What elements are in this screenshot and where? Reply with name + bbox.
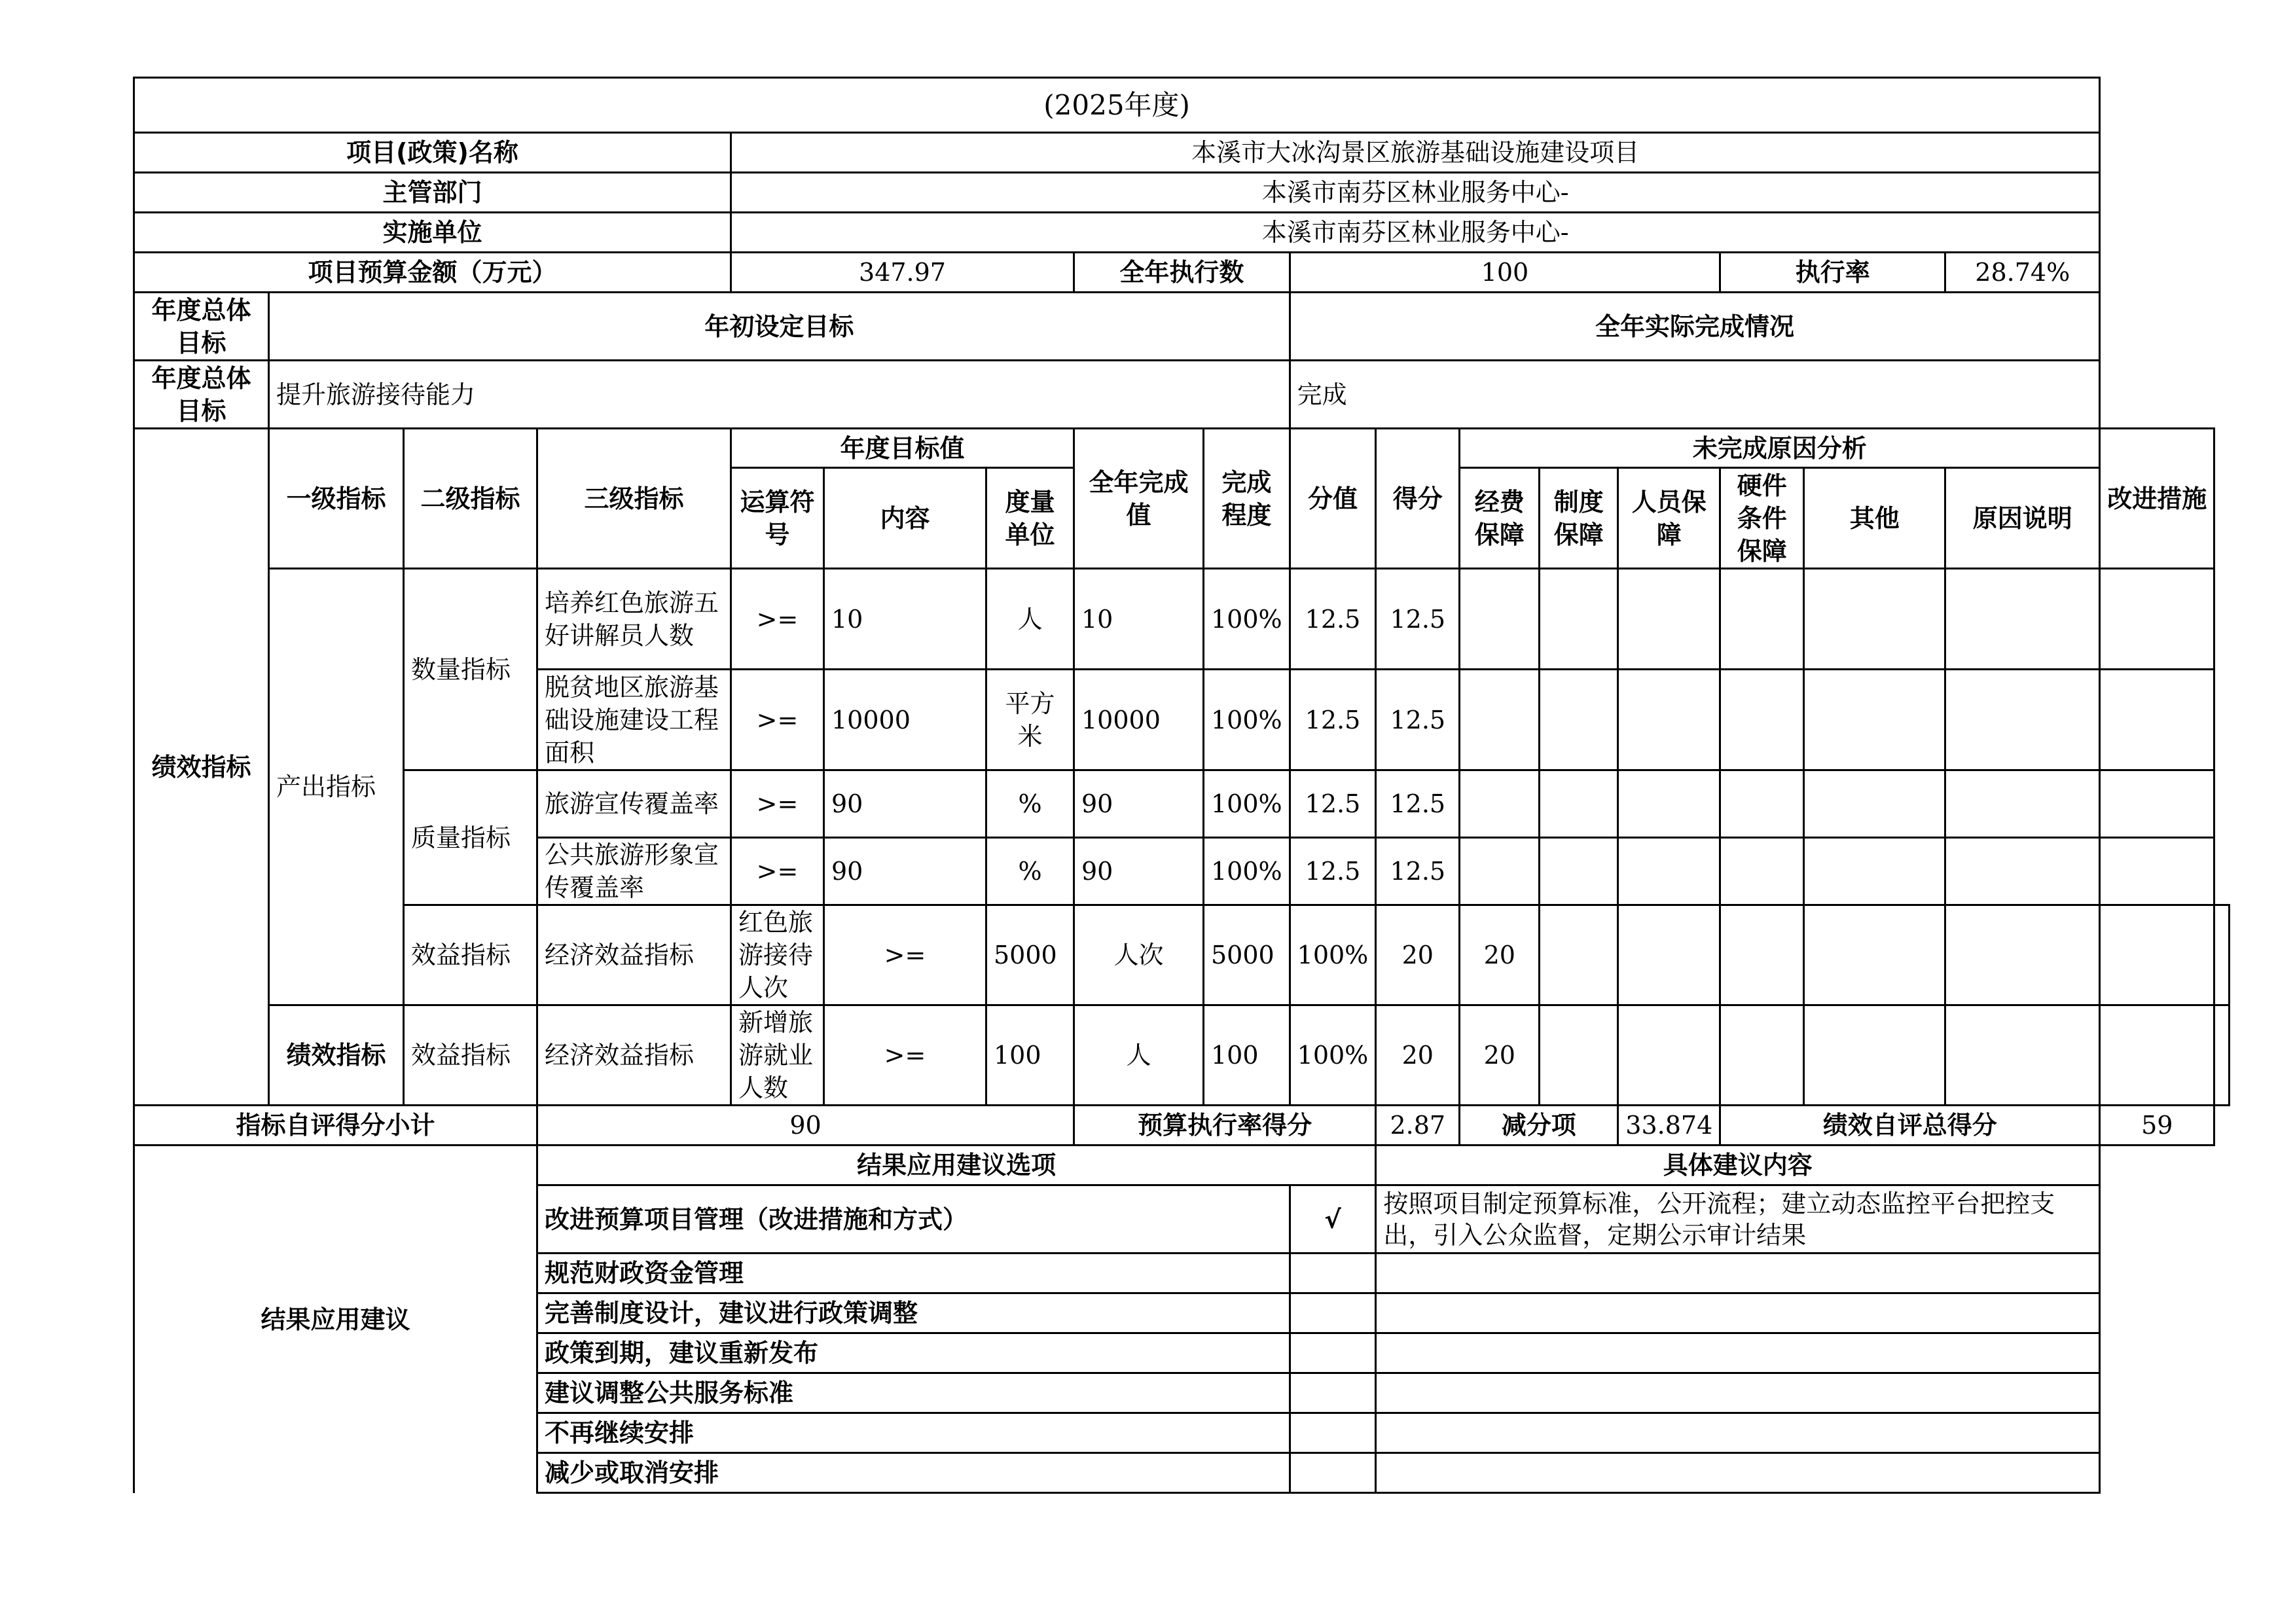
score-value-cell: 12.5 bbox=[1290, 670, 1376, 770]
completion-cell: 100% bbox=[1290, 1005, 1376, 1106]
header-level1: 一级指标 bbox=[269, 429, 404, 569]
table-row bbox=[134, 905, 2230, 1005]
level1-output: 产出指标 bbox=[269, 569, 404, 1005]
level3-cell: 公共旅游形象宣传覆盖率 bbox=[537, 838, 731, 905]
options-header: 结果应用建议选项 bbox=[537, 1146, 1376, 1185]
option-detail bbox=[1376, 1333, 2100, 1373]
content-cell: 5000 bbox=[986, 905, 1074, 1005]
actual-goal-value: 完成 bbox=[1290, 361, 2100, 429]
content-cell: 100 bbox=[986, 1005, 1074, 1106]
option-label: 减少或取消安排 bbox=[537, 1453, 1290, 1493]
operator-cell: >= bbox=[731, 838, 824, 905]
total-label: 绩效自评总得分 bbox=[1720, 1106, 2100, 1146]
level2-quality: 质量指标 bbox=[404, 770, 537, 905]
header-level2: 二级指标 bbox=[404, 429, 537, 569]
score-value-cell: 12.5 bbox=[1290, 569, 1376, 670]
completion-cell: 100% bbox=[1204, 569, 1290, 670]
option-label: 不再继续安排 bbox=[537, 1413, 1290, 1453]
option-label: 改进预算项目管理（改进措施和方式） bbox=[537, 1185, 1290, 1254]
option-check bbox=[1290, 1293, 1376, 1333]
unit-cell: % bbox=[986, 838, 1074, 905]
completion-cell: 100% bbox=[1204, 770, 1290, 838]
operator-cell: >= bbox=[824, 905, 986, 1005]
option-detail bbox=[1376, 1293, 2100, 1333]
level3-cell: 脱贫地区旅游基础设施建设工程面积 bbox=[537, 670, 731, 770]
header-hardware: 硬件条件保障 bbox=[1720, 468, 1804, 569]
evaluation-sheet bbox=[133, 77, 2230, 1494]
table-row bbox=[134, 569, 2230, 670]
content-cell: 10 bbox=[824, 569, 986, 670]
content-cell: 90 bbox=[824, 770, 986, 838]
option-detail bbox=[1376, 1254, 2100, 1293]
actual-cell: 10000 bbox=[1074, 670, 1204, 770]
unit-cell: 人 bbox=[1074, 1005, 1204, 1106]
score-cell: 20 bbox=[1460, 1005, 1540, 1106]
level2-quantity: 数量指标 bbox=[404, 569, 537, 770]
option-detail bbox=[1376, 1413, 2100, 1453]
unit-cell: 平方米 bbox=[986, 670, 1074, 770]
option-label: 规范财政资金管理 bbox=[537, 1254, 1290, 1293]
header-unit: 度量单位 bbox=[986, 468, 1074, 569]
rate-value: 28.74% bbox=[1945, 253, 2100, 293]
header-level3: 三级指标 bbox=[537, 429, 731, 569]
total-value: 59 bbox=[2100, 1106, 2214, 1146]
option-detail bbox=[1376, 1373, 2100, 1413]
score-value-cell: 12.5 bbox=[1290, 838, 1376, 905]
completion-cell: 100% bbox=[1204, 670, 1290, 770]
budget-score-label: 预算执行率得分 bbox=[1074, 1106, 1376, 1146]
header-reason: 原因说明 bbox=[1945, 468, 2100, 569]
initial-goal-header: 年初设定目标 bbox=[269, 293, 1290, 361]
operator-cell: >= bbox=[824, 1005, 986, 1106]
header-score: 得分 bbox=[1376, 429, 1460, 569]
budget-label: 项目预算金额（万元） bbox=[134, 253, 731, 293]
impl-label: 实施单位 bbox=[134, 213, 731, 253]
header-personnel: 人员保障 bbox=[1618, 468, 1720, 569]
score-cell: 12.5 bbox=[1376, 670, 1460, 770]
header-content: 内容 bbox=[824, 468, 986, 569]
header-annual-target: 年度目标值 bbox=[731, 429, 1074, 468]
option-check bbox=[1290, 1333, 1376, 1373]
content-header: 具体建议内容 bbox=[1376, 1146, 2100, 1185]
level3-cell: 新增旅游就业人数 bbox=[731, 1005, 824, 1106]
header-funding: 经费保障 bbox=[1460, 468, 1540, 569]
header-reason-analysis: 未完成原因分析 bbox=[1460, 429, 2100, 468]
header-score-value: 分值 bbox=[1290, 429, 1376, 569]
budget-value: 347.97 bbox=[731, 253, 1074, 293]
content-cell: 90 bbox=[824, 838, 986, 905]
option-check: √ bbox=[1290, 1185, 1376, 1254]
dept-value: 本溪市南芬区林业服务中心- bbox=[731, 173, 2100, 213]
impl-value: 本溪市南芬区林业服务中心- bbox=[731, 213, 2100, 253]
completion-cell: 100% bbox=[1290, 905, 1376, 1005]
overall-goal-label: 年度总体目标 bbox=[134, 293, 269, 361]
subtotal-label: 指标自评得分小计 bbox=[134, 1106, 537, 1146]
score-value-cell: 20 bbox=[1376, 1005, 1460, 1106]
score-cell: 20 bbox=[1460, 905, 1540, 1005]
rate-label: 执行率 bbox=[1720, 253, 1945, 293]
initial-goal-value: 提升旅游接待能力 bbox=[269, 361, 1290, 429]
option-check bbox=[1290, 1373, 1376, 1413]
operator-cell: >= bbox=[731, 569, 824, 670]
score-cell: 12.5 bbox=[1376, 838, 1460, 905]
indicators-section-label-2: 绩效指标 bbox=[269, 1005, 404, 1106]
budget-score-value: 2.87 bbox=[1376, 1106, 1460, 1146]
actual-cell: 90 bbox=[1074, 770, 1204, 838]
project-name-label: 项目(政策)名称 bbox=[134, 133, 731, 173]
header-other: 其他 bbox=[1804, 468, 1945, 569]
score-value-cell: 20 bbox=[1376, 905, 1460, 1005]
header-system: 制度保障 bbox=[1540, 468, 1618, 569]
level1-benefit: 效益指标 bbox=[404, 905, 537, 1005]
level3-cell: 旅游宣传覆盖率 bbox=[537, 770, 731, 838]
header-completion: 完成程度 bbox=[1204, 429, 1290, 569]
option-detail: 按照项目制定预算标准，公开流程；建立动态监控平台把控支出，引入公众监督，定期公示审计结果 bbox=[1376, 1185, 2100, 1254]
dept-label: 主管部门 bbox=[134, 173, 731, 213]
score-cell: 12.5 bbox=[1376, 770, 1460, 838]
option-check bbox=[1290, 1453, 1376, 1493]
deduction-label: 减分项 bbox=[1460, 1106, 1618, 1146]
level2-economic: 经济效益指标 bbox=[537, 905, 731, 1005]
actual-cell: 100 bbox=[1204, 1005, 1290, 1106]
option-check bbox=[1290, 1413, 1376, 1453]
header-improvement: 改进措施 bbox=[2100, 429, 2214, 569]
option-label: 政策到期，建议重新发布 bbox=[537, 1333, 1290, 1373]
report-year: (2025年度) bbox=[134, 78, 2100, 133]
level3-cell: 红色旅游接待人次 bbox=[731, 905, 824, 1005]
option-label: 完善制度设计，建议进行政策调整 bbox=[537, 1293, 1290, 1333]
header-operator: 运算符号 bbox=[731, 468, 824, 569]
deduction-value: 33.874 bbox=[1618, 1106, 1720, 1146]
operator-cell: >= bbox=[731, 770, 824, 838]
level1-benefit: 效益指标 bbox=[404, 1005, 537, 1106]
table-row bbox=[134, 770, 2230, 838]
performance-table bbox=[133, 77, 2230, 1494]
actual-cell: 10 bbox=[1074, 569, 1204, 670]
table-row bbox=[134, 1005, 2230, 1106]
operator-cell: >= bbox=[731, 670, 824, 770]
exec-value: 100 bbox=[1290, 253, 1720, 293]
subtotal-value: 90 bbox=[537, 1106, 1074, 1146]
indicators-section-label: 绩效指标 bbox=[134, 429, 269, 1106]
score-value-cell: 12.5 bbox=[1290, 770, 1376, 838]
results-section-label: 结果应用建议 bbox=[134, 1146, 537, 1493]
option-label: 建议调整公共服务标准 bbox=[537, 1373, 1290, 1413]
level2-economic: 经济效益指标 bbox=[537, 1005, 731, 1106]
actual-cell: 5000 bbox=[1204, 905, 1290, 1005]
project-name-value: 本溪市大冰沟景区旅游基础设施建设项目 bbox=[731, 133, 2100, 173]
unit-cell: 人 bbox=[986, 569, 1074, 670]
level3-cell: 培养红色旅游五好讲解员人数 bbox=[537, 569, 731, 670]
overall-goal-label-2: 年度总体目标 bbox=[134, 361, 269, 429]
unit-cell: % bbox=[986, 770, 1074, 838]
option-detail bbox=[1376, 1453, 2100, 1493]
score-cell: 12.5 bbox=[1376, 569, 1460, 670]
option-check bbox=[1290, 1254, 1376, 1293]
content-cell: 10000 bbox=[824, 670, 986, 770]
unit-cell: 人次 bbox=[1074, 905, 1204, 1005]
actual-cell: 90 bbox=[1074, 838, 1204, 905]
exec-label: 全年执行数 bbox=[1074, 253, 1290, 293]
completion-cell: 100% bbox=[1204, 838, 1290, 905]
header-actual: 全年完成值 bbox=[1074, 429, 1204, 569]
actual-goal-header: 全年实际完成情况 bbox=[1290, 293, 2100, 361]
